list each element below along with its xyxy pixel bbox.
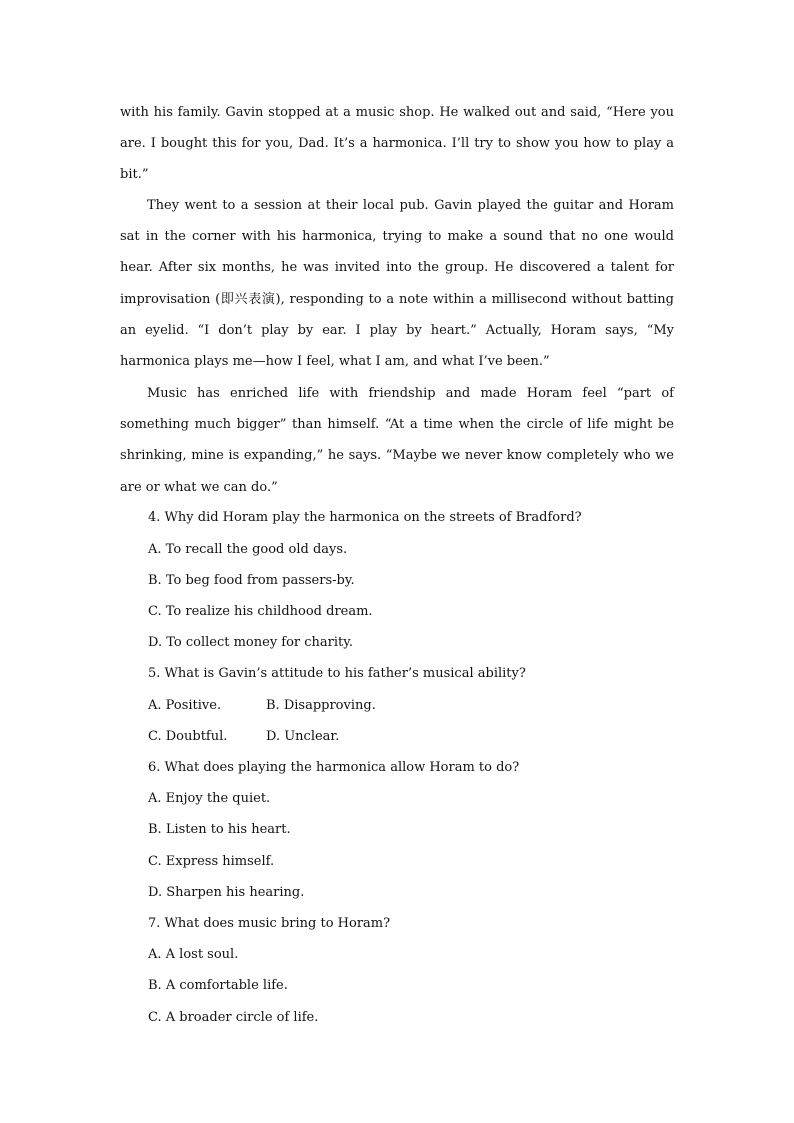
question-7-option-c: C. A broader circle of life.	[148, 1010, 319, 1025]
passage-paragraph-3: Music has enriched life with friendship and made Horam feel “part of something much bigger” than himself. “At a time when the circle of life might be shrinking, mine is expanding,” he says. “Maybe we never know completely who we are or what we can do.”	[120, 386, 674, 495]
question-7-option-a: A. A lost soul.	[148, 947, 239, 962]
question-7-option-b: B. A comfortable life.	[148, 978, 288, 993]
question-6-option-c: C. Express himself.	[148, 854, 275, 869]
question-5-option-d: D. Unclear.	[266, 729, 340, 744]
question-5-stem: 5. What is Gavin’s attitude to his father’s musical ability?	[148, 666, 526, 681]
question-4-stem: 4. Why did Horam play the harmonica on the streets of Bradford?	[148, 510, 582, 525]
question-5-option-c: C. Doubtful.	[148, 729, 228, 744]
question-4-option-c: C. To realize his childhood dream.	[148, 604, 373, 619]
question-5-option-a: A. Positive.	[148, 698, 222, 713]
question-6-option-d: D. Sharpen his hearing.	[148, 885, 305, 900]
question-4-option-d: D. To collect money for charity.	[148, 635, 354, 650]
question-7-stem: 7. What does music bring to Horam?	[148, 916, 391, 931]
question-6-option-a: A. Enjoy the quiet.	[148, 791, 271, 806]
question-5-option-b: B. Disapproving.	[266, 698, 376, 713]
question-5-options-row-2	[148, 729, 339, 745]
question-5-options-row-1	[148, 698, 376, 714]
question-6-option-b: B. Listen to his heart.	[148, 822, 291, 837]
question-4-option-a: A. To recall the good old days.	[148, 542, 348, 557]
passage-paragraph-1: with his family. Gavin stopped at a music shop. He walked out and said, “Here you are. I bought this for you, Dad. It’s a harmonica. I’ll try to show you how to play a bit.”	[120, 105, 674, 183]
passage-paragraph-2: They went to a session at their local pub. Gavin played the guitar and Horam sat in the corner with his harmonica, trying to make a sound that no one would hear. After six months, he was invited into the group. He discovered a talent for improvisation (即兴表演), responding to a note within a millisecond without batting an eyelid. “I don’t play by ear. I play by heart.” Actually, Horam says, “My harmonica plays me—how I feel, what I am, and what I’ve been.”	[120, 198, 674, 370]
question-4-option-b: B. To beg food from passers-by.	[148, 573, 355, 588]
question-6-stem: 6. What does playing the harmonica allow Horam to do?	[148, 760, 520, 775]
